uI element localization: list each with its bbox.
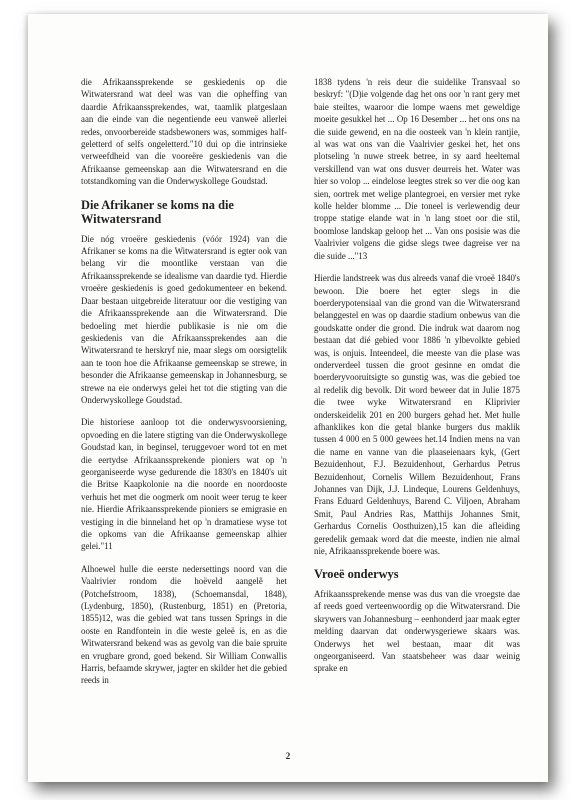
- page-number: 2: [285, 751, 291, 761]
- paragraph: Afrikaanssprekende mense was dus van die vroegste dae af reeds goed verteenwoordig op die Witwatersrand. Die skrywers van Johannesburg – eenhonderd jaar maak egter melding daarvan dat onderwysgeriewe skaars was. Onderwys het wel bestaan, maar dit was ongeorganiseerd. Van staatsbeheer was daar weinig sprake en: [314, 588, 520, 674]
- left-column: [81, 76, 287, 697]
- section-heading-vroee-onderwys: Vroeë onderwys: [314, 567, 399, 582]
- section-heading-afrikaner: Die Afrikaner se koms na die Witwatersrand: [81, 197, 234, 227]
- quote-paragraph: 1838 tydens 'n reis deur die suidelike Transvaal so beskryf: "(D)ie volgende dag het ons oor 'n rant gery met baie steiltes, waaroor die lompe waens met geweldige moeite gesukkel het ... Op 16 Desember ... het ons ons na die suide gewend, en na die oosteek van 'n klein rantjie, al was wat ons van die Vaalrivier geskei het, het ons plotseling 'n nuwe streek betree, in sy aard heeltemal verskillend van wat ons dusver deurreis het. Water was hier so volop ... eindelose leegtes strek so ver die oog kan sien, oortrek met welige plantegroei, en versier met ryke kolle helder blomme ... Die toneel is verlewendig deur troppe statige elande wat in 'n lang stoet oor die stil, boomlose landskap geloop het ... Van ons posisie was die Vaalrivier volgens die gidse slegs twee dagreise ver na die suide ..."13: [314, 77, 520, 261]
- intro-paragraph: die Afrikaanssprekende se geskiedenis op die Witwatersrand wat deel was van die opheffing van daardie Afrikaanssprekendes, wat, taamlik platgeslaan aan die einde van die negentiende eeu vanweë allerlei redes, onvoorbereide stadsbewoners was, sommiges half-geletterd of selfs ongeletterd."10 dui op die intrinsieke verweefdheid van die vooreëre geskiedenis van die Afrikaanse gemeenskap aan die Witwatersrand en die totstandkoming van die Onderwyskollege Goudstad.: [81, 77, 287, 187]
- right-column: [314, 76, 520, 685]
- paragraph: Alhoewel hulle die eerste nedersettings noord van die Vaalrivier rondom die hoëveld aangelê het (Potchefstroom, 1838), (Schoemansdal, 1848), (Lydenburg, 1850), (Rustenburg, 1851) en (Pretoria, 1855)12, was die gebied wat tans tussen Springs in die ooste en Randfontein in die weste geleë is, en as die Witwatersrand bekend was as gevolg van die baie spruite en vrugbare grond, goed bekend. Sir William Conwallis Harris, befaamde skrywer, jagter en skilder het die gebied reeds in: [81, 563, 287, 686]
- paragraph: Die historiese aanloop tot die onderwysvoorsiening, opvoeding en die latere stigting van die Onderwyskollege Goudstad kan, in beginsel, teruggevoer word tot en met die eertydse Afrikaanssprekende pioniers wat op 'n georganiseerde wyse gedurende die 1830's en 1840's uit die Britse Kaapkolonie na die noorde en noordooste verhuis het met die oogmerk om nooit weer terug te keer nie. Hierdie Afrikaanssprekende pioniers se emigrasie en vestiging in die binneland het op 'n dramatiese wyse tot die opkoms van die Afrikaanse gemeenskap alhier gelei."11: [81, 417, 287, 552]
- paragraph: Hierdie landstreek was dus alreeds vanaf die vroeë 1840's bewoon. Die boere het egter slegs in die boerderypotensiaal van die grond van die Witwatersrand belanggestel en was op daardie stadium onbewus van die goudskatte onder die grond. Die indruk wat daarom nog bestaan dat dié gebied voor 1886 'n ylbevolkte gebied was, is onjuis. Inteendeel, die meeste van die plase was onderverdeel tussen die groot gesinne en omdat die boerderyvooruitsigte so gunstig was, was die gebied toe al redelik dig bevolk. Dit word beweer dat in Julie 1875 die twee wyke Witwatersrand en Kliprivier onderskeidelik 201 en 200 burgers gehad het. Met hulle afhanklikes kon die getal blanke burgers dus maklik tussen 4 000 en 5 000 gewees het.14 Indien mens na van die name en vanne van die plaaseienaars kyk, (Gert Bezuidenhout, F.J. Bezuidenhout, Gerhardus Petrus Bezuidenhout, Cornelis Willem Bezuidenhout, Frans Johannes van Dijk, J.J. Lindeque, Lourens Geldenhuys, Frans Eduard Geldenhuys, Barend C. Viljoen, Abraham Smit, Paul Andries Ras, Matthijs Johannes Smit, Gerhardus Cornelis Oosthuizen),15 kan die afleiding geredelik gemaak word dat die meeste, indien nie almal nie, Afrikaanssprekende boere was.: [314, 273, 520, 557]
- book-page: [28, 14, 548, 782]
- paragraph: Die nóg vroeëre geskiedenis (vóór 1924) van die Afrikaner se koms na die Witwatersrand is egter ook van belang vir die moontlike verstaan van die Afrikaanssprekende se idealisme van daardie tyd. Hierdie vroeëre geskiedenis is goed gedokumenteer en bekend. Daar bestaan uitgebreide literatuur oor die vestiging van die Afrikaanssprekende aan die Witwatersrand. Die bedoeling met hierdie publikasie is nie om die geskiedenis van die Afrikaanssprekendes aan die Witwatersrand te herskryf nie, maar slegs om oorsigtelik aan te toon hoe die Afrikaanse gemeenskap se strewe, in besonder die Afrikaanse gemeenskap in Johannesburg, se strewe na eie onderwys gelei het tot die stigting van die Onderwyskollege Goudstad.: [81, 233, 287, 405]
